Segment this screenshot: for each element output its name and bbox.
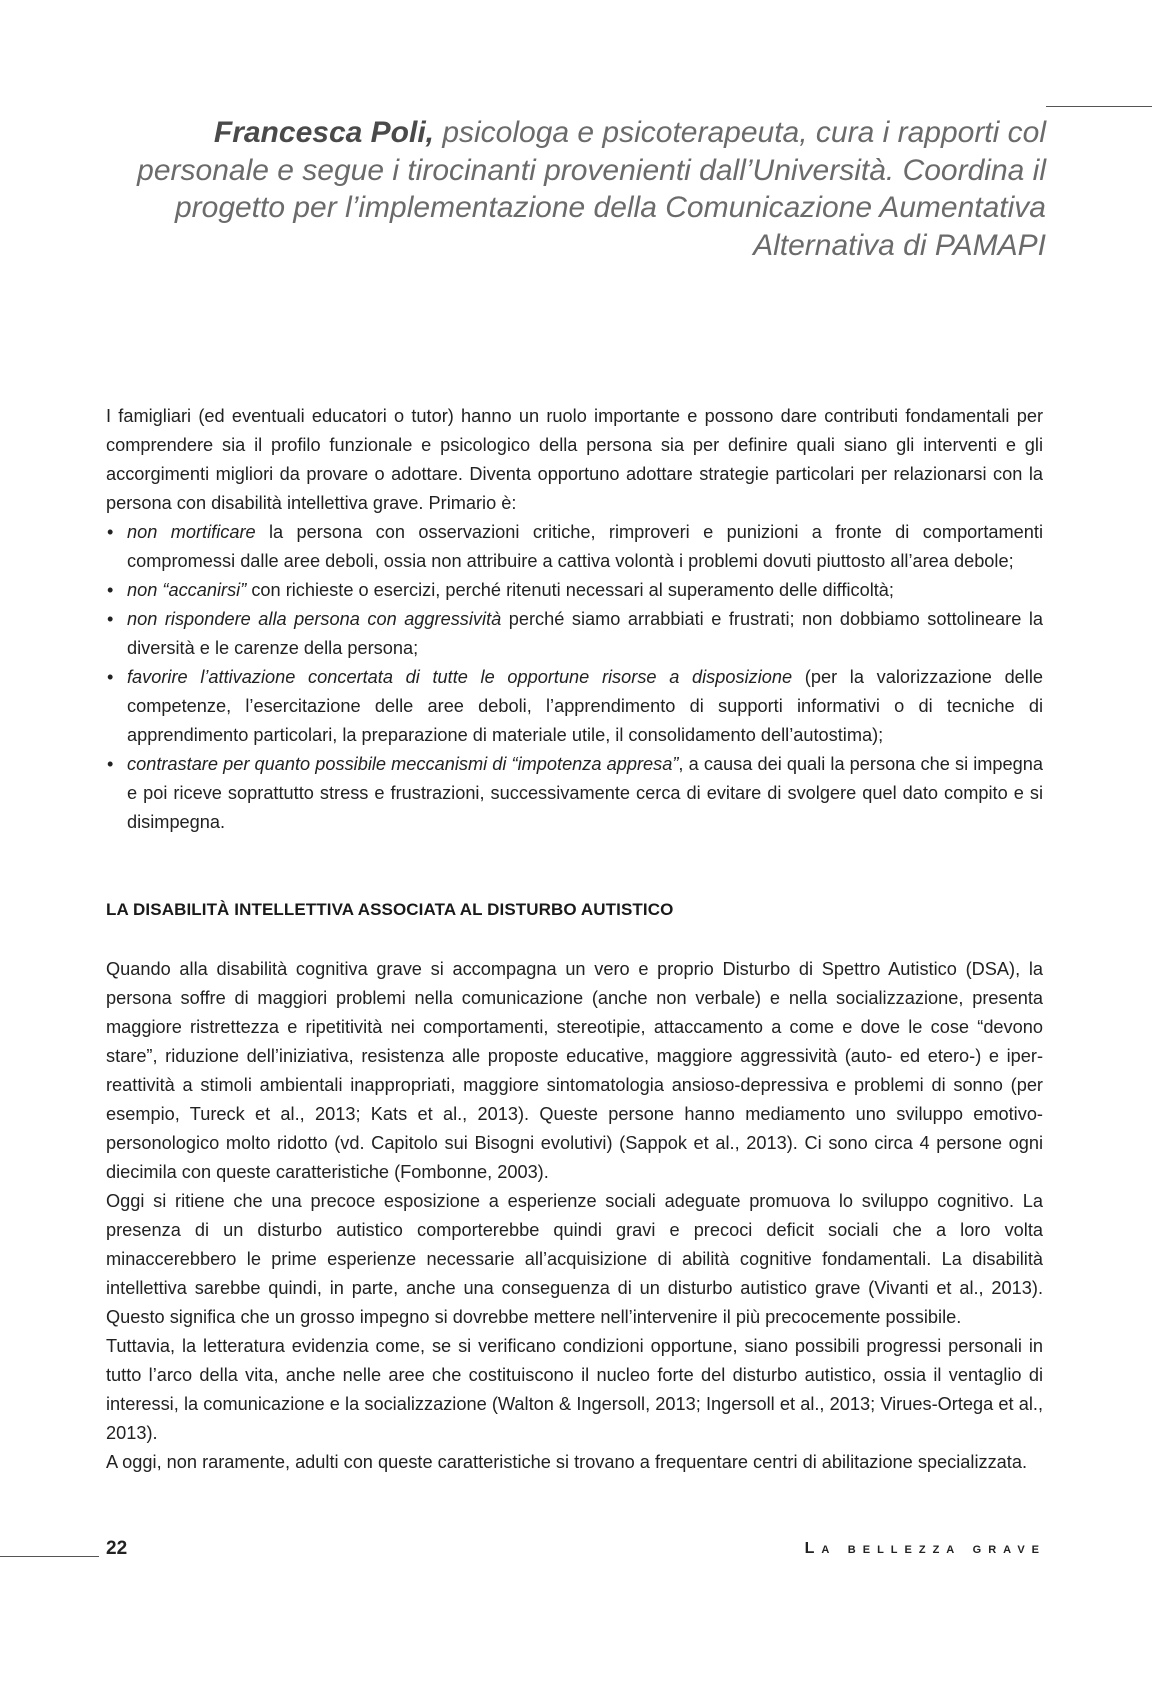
list-item — [106, 518, 1043, 576]
intro-section — [106, 402, 1043, 837]
section-paragraph: Tuttavia, la letteratura evidenzia come, se si verificano condizioni opportune, siano possibili progressi personali in tutto l’arco della vita, anche nelle aree che costituiscono il nucleo forte del disturbo autistico, ossia il ventaglio di interessi, la comunicazione e la socializzazione (Walton & Ingersoll, 2013; Ingersoll et al., 2013; Virues-Ortega et al., 2013). — [106, 1336, 1043, 1443]
section-paragraph: Oggi si ritiene che una precoce esposizione a esperienze sociali adeguate promuova lo sviluppo cognitivo. La presenza di un disturbo autistico comporterebbe quindi gravi e precoci deficit sociali che a loro volta minaccerebbero le prime esperienze necessarie all’acquisizione di abilità cognitive fondamentali. La disabilità intellettiva sarebbe quindi, in parte, anche una conseguenza di un disturbo autistico grave (Vivanti et al., 2013). Questo significa che un grosso impegno si dovrebbe mettere nell’intervenire il più precocemente possibile. — [106, 1191, 1043, 1327]
page-number: 22 — [106, 1538, 128, 1559]
list-item-emphasis: non mortificare — [127, 522, 256, 542]
footer-rule — [0, 1556, 99, 1557]
list-item-text: , a causa dei quali la persona che si impegna e poi riceve soprattutto stress e frustrazioni, successivamente cerca di evitare di svolgere quel dato compito e si disimpegna. — [127, 754, 1043, 832]
section-heading: LA DISABILITÀ INTELLETTIVA ASSOCIATA AL DISTURBO AUTISTICO — [106, 900, 674, 919]
list-item-emphasis: non rispondere alla persona con aggressività — [127, 609, 502, 629]
section-paragraph: A oggi, non raramente, adulti con queste caratteristiche si trovano a frequentare centri di abilitazione specializzata. — [106, 1452, 1028, 1472]
bullet-icon: • — [107, 609, 114, 629]
author-description: psicologa e psicoterapeuta, cura i rapporti col personale e segue i tirocinanti provenienti dall’Università. Coordina il progetto per l’implementazione della Comunicazione Aumentativa Alternativa di PAMAPI — [137, 116, 1046, 262]
list-item — [106, 605, 1043, 663]
list-item-text: perché siamo arrabbiati e frustrati; non dobbiamo sottolineare la diversità e le carenze della persona; — [127, 609, 1043, 658]
list-item-emphasis: favorire l’attivazione concertata di tutte le opportune risorse a disposizione — [127, 667, 793, 687]
recommendation-list — [106, 518, 1043, 837]
list-item — [106, 576, 1043, 605]
intro-paragraph: I famigliari (ed eventuali educatori o tutor) hanno un ruolo importante e possono dare contributi fondamentali per comprendere sia il profilo funzionale e psicologico della persona sia per definire quali siano gli interventi e gli accorgimenti migliori da provare o adottare. Diventa opportuno adottare strategie particolari per relazionarsi con la persona con disabilità intellettiva grave. Primario è: — [106, 406, 1043, 513]
list-item-text: la persona con osservazioni critiche, rimproveri e punizioni a fronte di comportamenti compromessi dalle aree deboli, ossia non attribuire a cattiva volontà i problemi dovuti piuttosto all’area debole; — [127, 522, 1043, 571]
author-bio — [124, 114, 1046, 264]
header-rule — [1046, 106, 1152, 107]
bullet-icon: • — [107, 667, 114, 687]
list-item-emphasis: contrastare per quanto possibile meccanismi di “impotenza appresa” — [127, 754, 679, 774]
list-item-emphasis: non “accanirsi” — [127, 580, 247, 600]
author-name: Francesca Poli, — [213, 116, 434, 149]
bullet-icon: • — [107, 580, 114, 600]
list-item — [106, 750, 1043, 837]
list-item-text: con richieste o esercizi, perché ritenuti necessari al superamento delle difficoltà; — [246, 580, 894, 600]
list-item-text: (per la valorizzazione delle competenze, l’esercitazione delle aree deboli, l’apprendimento di supporti informativi o di tecniche di apprendimento particolari, la preparazione di materiale utile, il consolidamento dell’autostima); — [127, 667, 1043, 745]
list-item — [106, 663, 1043, 750]
bullet-icon: • — [107, 754, 114, 774]
running-title: La bellezza grave — [804, 1540, 1046, 1557]
bullet-icon: • — [107, 522, 114, 542]
section-body — [106, 955, 1043, 1477]
section-paragraph: Quando alla disabilità cognitiva grave si accompagna un vero e proprio Disturbo di Spettro Autistico (DSA), la persona soffre di maggiori problemi nella comunicazione (anche non verbale) e nella socializzazione, presenta maggiore ristrettezza e ripetitività nei comportamenti, stereotipie, attaccamento a come e dove le cose “devono stare”, riduzione dell’iniziativa, resistenza alle proposte educative, maggiore aggressività (auto- ed etero-) e iper-reattività a stimoli ambientali inappropriati, maggiore sintomatologia ansioso-depressiva e problemi di sonno (per esempio, Tureck et al., 2013; Kats et al., 2013). Queste persone hanno mediamento uno sviluppo emotivo-personologico molto ridotto (vd. Capitolo sui Bisogni evolutivi) (Sappok et al., 2013). Ci sono circa 4 persone ogni diecimila con queste caratteristiche (Fombonne, 2003). — [106, 959, 1043, 1182]
